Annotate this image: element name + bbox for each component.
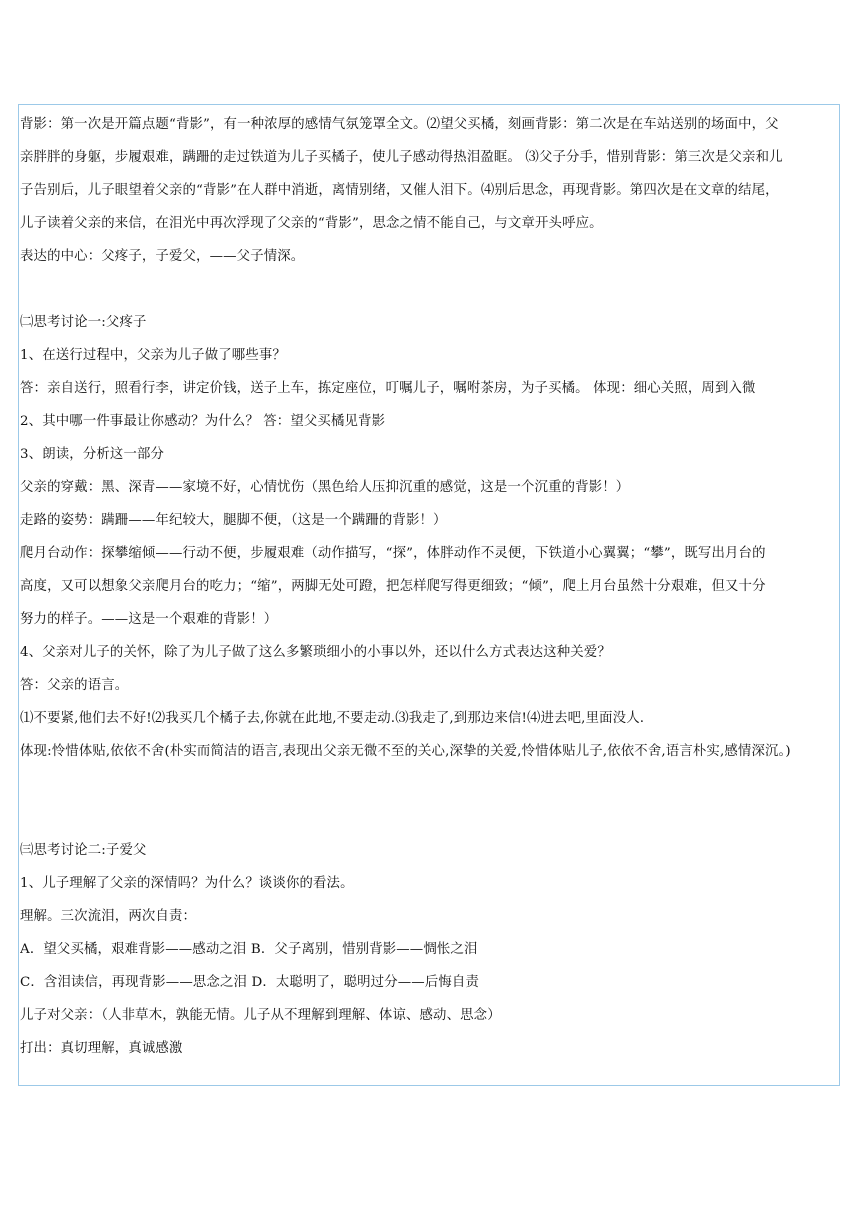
analysis-climb: 高度，又可以想象父亲爬月台的吃力；“缩”，两脚无处可蹬，把怎样爬写得更细致；“倾”，爬上月台虽然十分艰难，但又十分 [20,579,766,594]
summary-line: 打出：真切理解，真诚感激 [20,1041,183,1056]
answer: 答：父亲的语言。 [20,678,129,693]
document-body [20,108,838,1065]
question: 1、在送行过程中，父亲为儿子做了哪些事？ [20,348,286,363]
section-heading: ㈡思考讨论一:父疼子 [20,315,147,330]
paragraph-line: 亲胖胖的身躯，步履艰难，蹒跚的走过铁道为儿子买橘子，使儿子感动得热泪盈眶。 ⑶父子分手，惜别背影：第三次是父亲和儿 [20,150,783,165]
question: 1、儿子理解了父亲的深情吗？为什么？谈谈你的看法。 [20,876,354,891]
section-heading: ㈢思考讨论二:子爱父 [20,843,147,858]
analysis-climb: 爬月台动作：探攀缩倾——行动不便，步履艰难（动作描写，“探”，体胖动作不灵便，下铁道小心翼翼；“攀”，既写出月台的 [20,546,766,561]
analysis-climb: 努力的样子。——这是一个艰难的背影！） [20,612,278,627]
son-feelings: 儿子对父亲：（人非草木，孰能无情。儿子从不理解到理解、体谅、感动、思念） [20,1008,501,1023]
option-line: A．望父买橘，艰难背影——感动之泪 B．父子离别，惜别背影——惆怅之泪 [20,942,478,957]
analysis-dress: 父亲的穿戴：黑、深青——家境不好，心情忧伤（黑色给人压抑沉重的感觉，这是一个沉重的背影！） [20,480,630,495]
center-statement: 表达的中心：父疼子，子爱父，——父子情深。 [20,249,305,264]
reflection: 体现:怜惜体贴,依依不舍(朴实而简洁的语言,表现出父亲无微不至的关心,深挚的关爱,怜惜体贴儿子,依依不舍,语言朴实,感情深沉。) [20,744,791,759]
spacer [20,768,838,834]
paragraph-line: 背影：第一次是开篇点题“背影”，有一种浓厚的感情气氛笼罩全文。⑵望父买橘，刻画背影：第二次是在车站送别的场面中，父 [20,117,779,132]
paragraph-line: 子告别后，儿子眼望着父亲的“背影”在人群中消逝，离情别绪，又催人泪下。⑷别后思念，再现背影。第四次是在文章的结尾， [20,183,779,198]
spacer [20,273,838,306]
question: 3、朗读，分析这一部分 [20,447,165,462]
analysis-walk: 走路的姿势：蹒跚——年纪较大，腿脚不便，（这是一个蹒跚的背影！） [20,513,447,528]
question: 2、其中哪一件事最让你感动？为什么？ 答：望父买橘见背影 [20,414,386,429]
father-quotes: ⑴不要紧,他们去不好!⑵我买几个橘子去,你就在此地,不要走动.⑶我走了,到那边来信!⑷进去吧,里面没人. [20,711,645,726]
question: 4、父亲对儿子的关怀，除了为儿子做了这么多繁琐细小的小事以外，还以什么方式表达这种关爱？ [20,645,611,660]
answer: 理解。三次流泪，两次自责： [20,909,197,924]
option-line: C．含泪读信，再现背影——思念之泪 D．太聪明了，聪明过分——后悔自责 [20,975,479,990]
paragraph-line: 儿子读着父亲的来信，在泪光中再次浮现了父亲的“背影”，思念之情不能自己，与文章开头呼应。 [20,216,603,231]
answer: 答：亲自送行，照看行李，讲定价钱，送子上车，拣定座位，叮嘱儿子，嘱咐茶房，为子买橘。 体现：细心关照，周到入微 [20,381,756,396]
